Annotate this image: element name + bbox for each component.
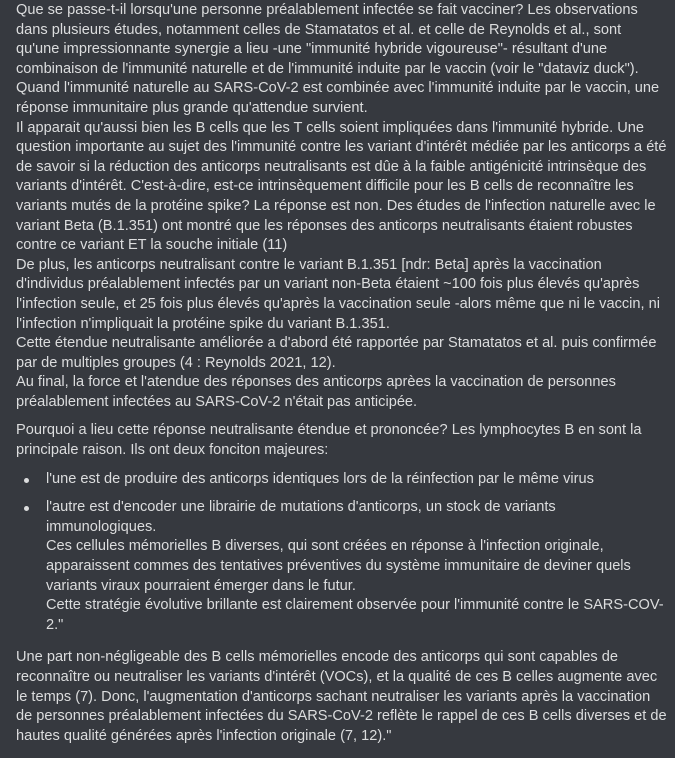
list-item-text: Cette stratégie évolutive brillante est clairement observée pour l'immunité contre le SARS-COV-2."	[46, 597, 664, 633]
list-item-text: l'autre est d'encoder une librairie de mutations d'anticorps, un stock de variants immunologiques.	[46, 499, 556, 535]
paragraph-spacer	[16, 412, 667, 421]
message-line: De plus, les anticorps neutralisant contre le variant B.1.351 [ndr: Beta] après la vaccination d'individus préalablement infectés par un variant non-Beta étaient ~100 fois plus élevés qu'après l'infection seule, et 25 fois plus élevés qu'après la vaccination seule -alors même que ni le vaccin, ni l'infection n'impliquait la protéine spike du variant B.1.351.	[16, 256, 660, 332]
message-line: Une part non-négligeable des B cells mémorielles encode des anticorps qui sont capables de reconnaître ou neutraliser les variants d'intérêt (VOCs), et la qualité de ces B celles augmente avec le temps (7). Donc, l'augmentation d'anticorps sachant neutraliser les variants après la vaccination de personnes préalablement infectées du SARS-CoV-2 reflète le rappel de ces B cells diverses et de hautes qualité générées après l'infection originale (7, 12)."	[16, 649, 667, 744]
message-line: Quand l'immunité naturelle au SARS-CoV-2 est combinée avec l'immunité induite par le vaccin, une réponse immunitaire plus grande qu'attendue survient.	[16, 80, 660, 116]
list-item	[46, 470, 667, 490]
message-line: Que se passe-t-il lorsqu'une personne préalablement infectée se fait vacciner? Les observations dans plusieurs études, notamment celles de Stamatatos et al. et celle de Reynolds et al., sont qu'une impressionnante synergie a lieu -une "immunité hybride vigoureuse"- résultant d'une combinaison de l'immunité naturelle et de l'immunité induite par le vaccin (voir le "dataviz duck").	[16, 2, 639, 77]
bullet-list	[16, 470, 667, 636]
question-paragraph	[16, 421, 667, 460]
intro-paragraph	[16, 1, 667, 412]
message-line: Il apparait qu'aussi bien les B cells que les T cells soient impliquées dans l'immunité hybride. Une question importante au sujet des l'immunité contre les variant d'intérêt médiée par les anticorps a été de savoir si la réduction des anticorps neutralisants est dûe à la faible antigénicité intrinsèque des variants d'intérêt. C'est-à-dire, est-ce intrinsèquement difficile pour les B cells de reconnaître les variants mutés de la protéine spike? La réponse est non. Des études de l'infection naturelle avec le variant Beta (B.1.351) ont montré que les réponses des anticorps neutralisants étaient robustes contre ce variant ET la souche initiale (11)	[16, 119, 667, 254]
message-line: Au final, la force et l'atendue des réponses des anticorps aprèes la vaccination de personnes préalablement infectées au SARS-CoV-2 n'était pas anticipée.	[16, 374, 616, 410]
bullet-icon	[24, 478, 29, 483]
list-item	[46, 498, 667, 635]
list-item-text: l'une est de produire des anticorps identiques lors de la réinfection par le même virus	[46, 470, 594, 487]
message-line: Cette étendue neutralisante améliorée a d'abord été rapportée par Stamatatos et al. puis confirmée par de multiples groupes (4 : Reynolds 2021, 12).	[16, 335, 657, 371]
message-line: Pourquoi a lieu cette réponse neutralisante étendue et prononcée? Les lymphocytes B en sont la principale raison. Ils ont deux fonciton majeures:	[16, 422, 642, 459]
list-item-text: Ces cellules mémorielles B diverses, qui sont créées en réponse à l'infection originale, apparaissent commes des tentatives préventives du système immunitaire de deviner quels variants viraux pourraient émerger dans le futur.	[46, 538, 631, 594]
bullet-icon	[24, 506, 29, 511]
closing-paragraph	[16, 648, 667, 746]
